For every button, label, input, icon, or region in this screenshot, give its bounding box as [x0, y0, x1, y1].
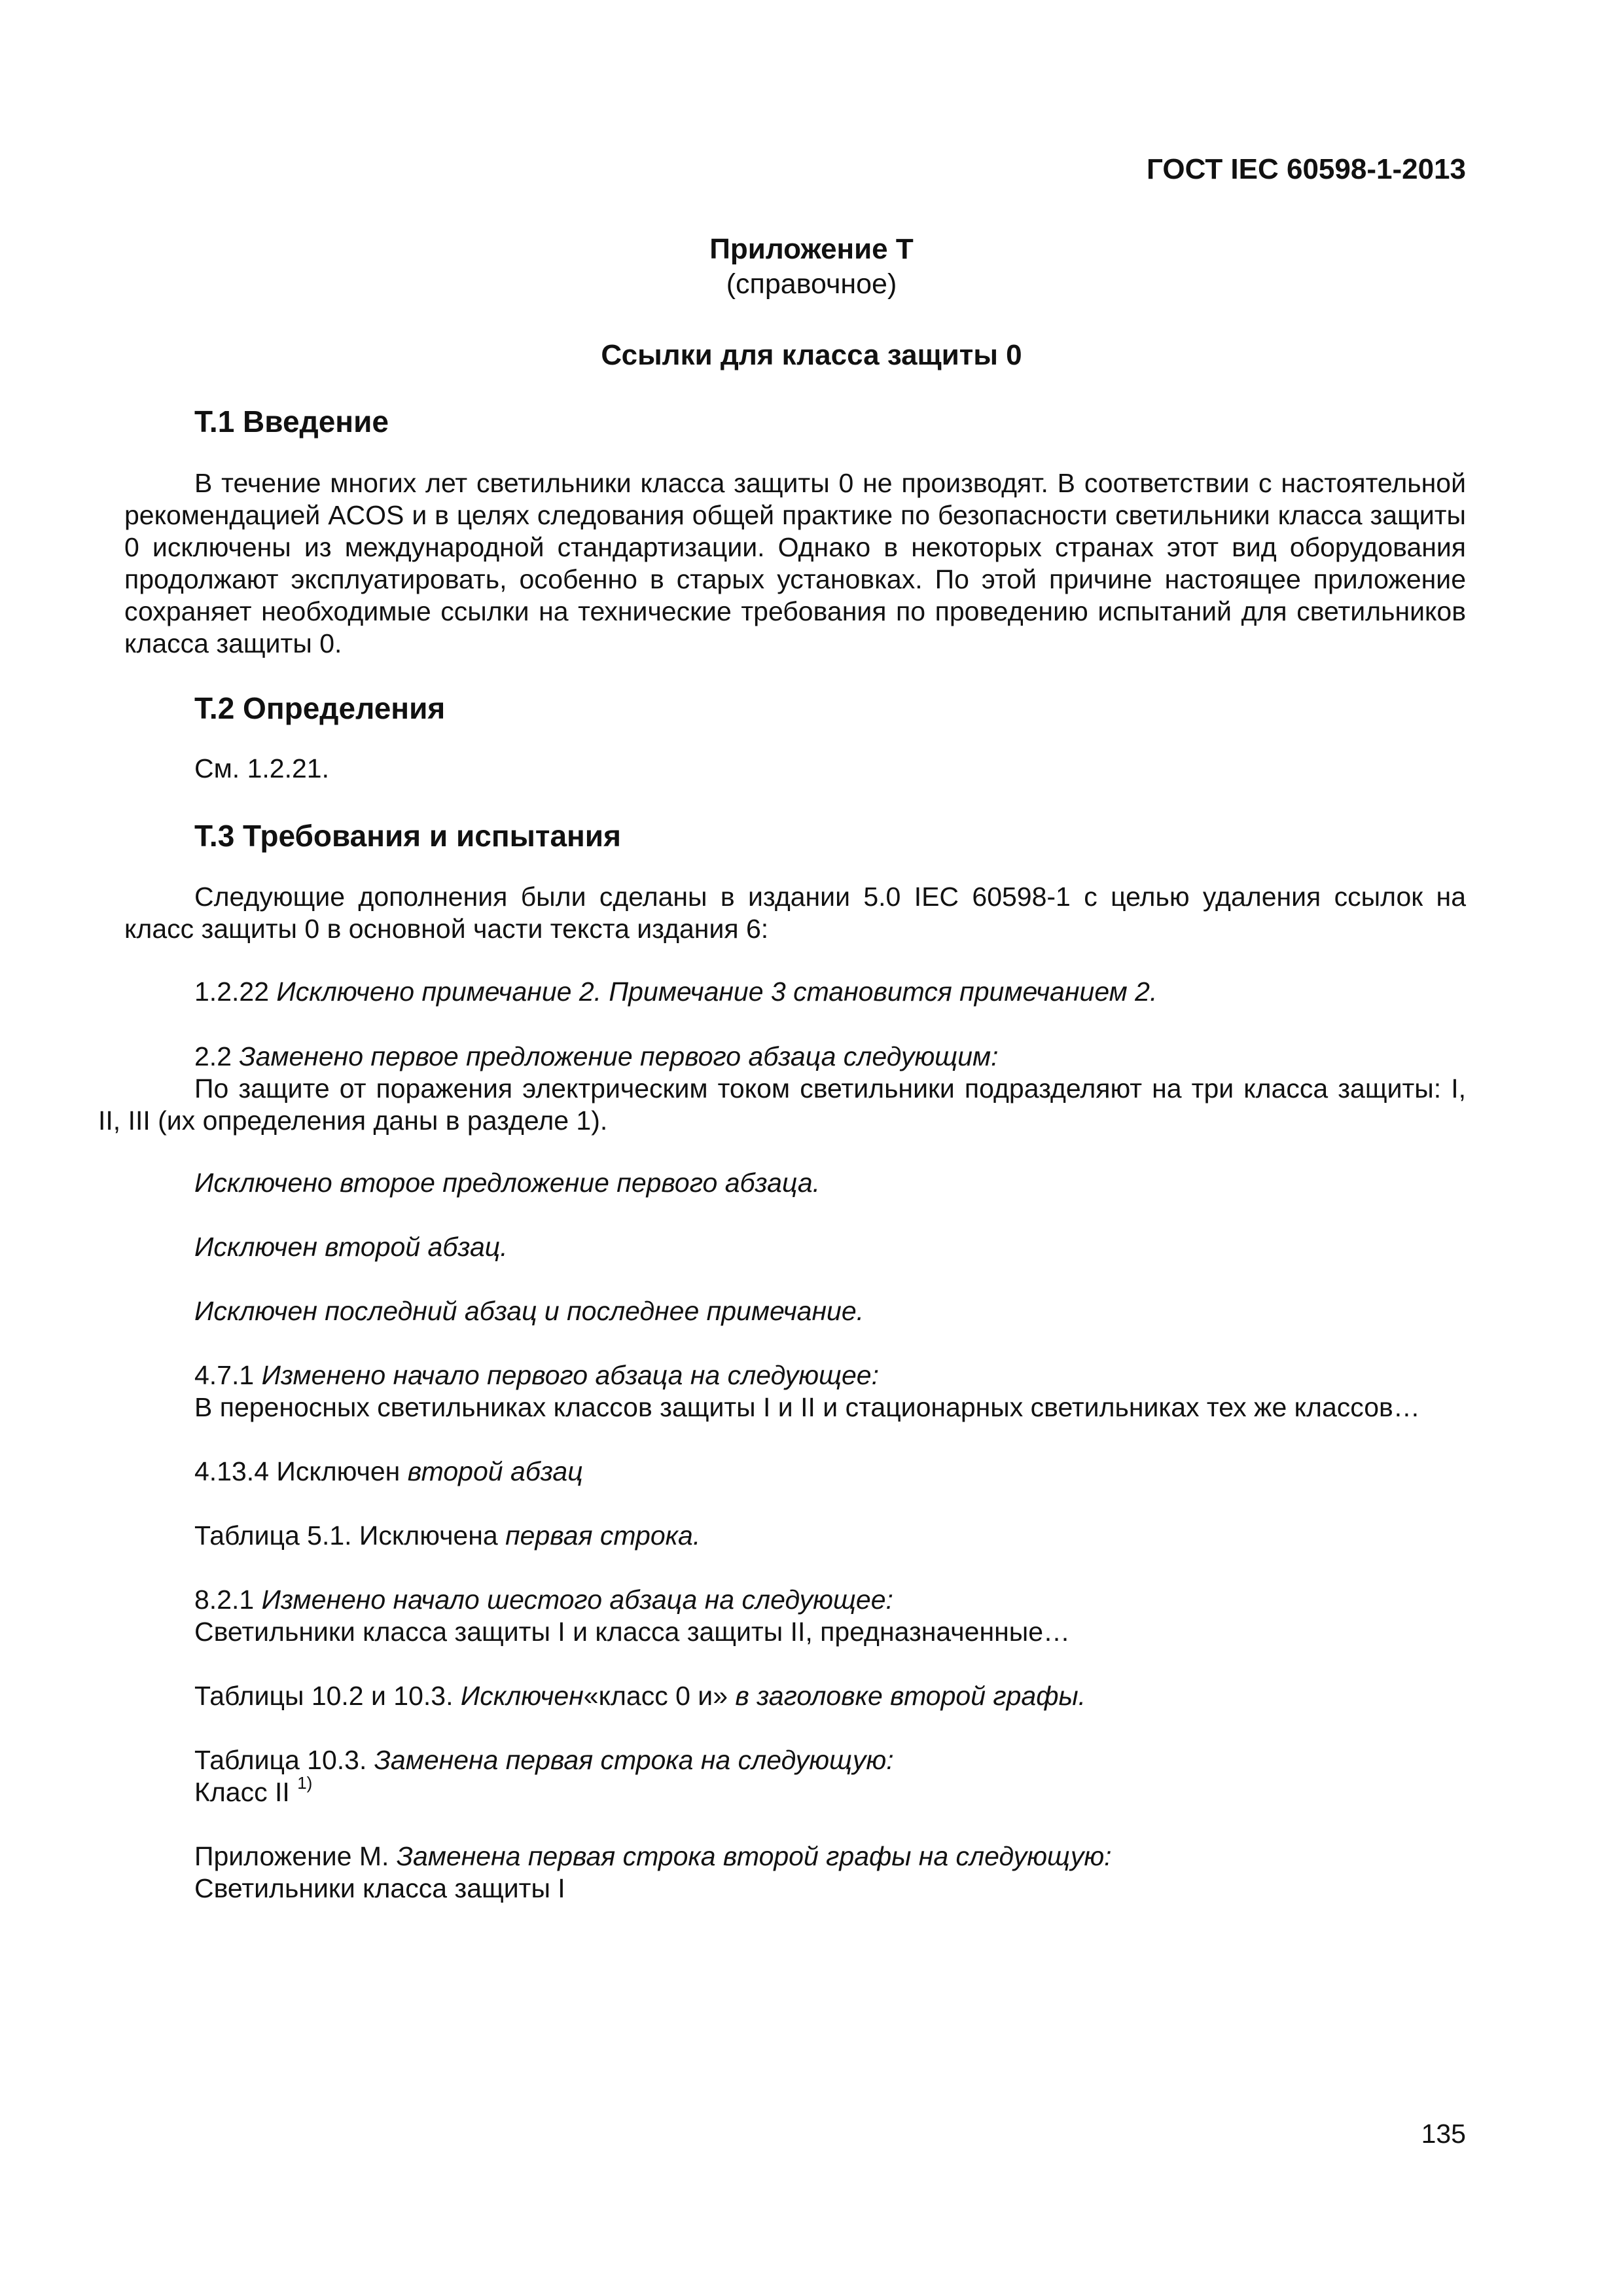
tables-10-2-quote: «класс 0 и» [583, 1681, 728, 1711]
item-4-7-1-body: В переносных светильниках классов защиты I и II и стационарных светильниках тех же классов… [194, 1392, 1420, 1422]
item-4-13-4 [194, 1456, 583, 1488]
table-10-3-body [194, 1773, 313, 1808]
table-10-3-body-text: Класс II [194, 1777, 290, 1807]
excluded-sentence-note [194, 1167, 820, 1199]
tables-10-2-10-3-note [194, 1680, 1086, 1712]
item-4-13-4-number: 4.13.4 Исключен [194, 1456, 401, 1486]
item-2-2 [194, 1041, 999, 1073]
section-t2-heading: Т.2 Определения [194, 691, 446, 725]
item-4-7-1 [194, 1359, 879, 1391]
table-10-3-note [194, 1744, 894, 1776]
standard-designation: ГОСТ IEC 60598-1-2013 [1147, 153, 1466, 185]
excluded-last-text: Исключен последний абзац и последнее примечание. [194, 1296, 865, 1326]
page-number: 135 [1421, 2119, 1466, 2149]
item-8-2-1-number: 8.2.1 [194, 1585, 255, 1615]
table-5-1-note [194, 1520, 700, 1552]
excluded-last-note [194, 1295, 864, 1327]
item-8-2-1-text: Изменено начало шестого абзаца на следующее: [261, 1585, 893, 1615]
annex-heading: Ссылки для класса защиты 0 [601, 339, 1022, 371]
annex-m-note [194, 1840, 1112, 1873]
table-10-3-number: Таблица 10.3. [194, 1745, 367, 1775]
section-t1-text: В течение многих лет светильники класса защиты 0 не производят. В соответствии с настоятельной рекомендацией ACOS и в целях следования общей практике по безопасности светильники класса защиты 0 исключены из международной стандартизации. Однако в некоторых странах этот вид оборудования продолжают эксплуатировать, особенно в старых установках. По этой причине настоящее приложение сохраняет необходимые ссылки на технические требования по проведению испытаний для светильников класса защиты 0. [124, 468, 1466, 658]
annex-title: Приложение Т [709, 233, 914, 265]
section-t3-intro: Следующие дополнения были сделаны в издании 5.0 IEC 60598-1 с целью удаления ссылок на класс защиты 0 в основной части текста издания 6: [124, 882, 1466, 944]
item-1-2-22 [194, 976, 1157, 1008]
tables-10-2-text-end: в заголовке второй графы. [735, 1681, 1086, 1711]
item-4-7-1-text: Изменено начало первого абзаца на следующее: [261, 1360, 879, 1390]
annex-m-body: Светильники класса защиты I [194, 1873, 565, 1903]
annex-m-text: Заменена первая строка второй графы на следующую: [396, 1841, 1112, 1871]
section-t2-text: См. 1.2.21. [194, 753, 329, 783]
annex-subtitle: (справочное) [726, 268, 897, 300]
tables-10-2-text: Исключен [460, 1681, 584, 1711]
item-1-2-22-text: Исключено примечание 2. Примечание 3 становится примечанием 2. [276, 977, 1158, 1007]
table-5-1-number: Таблица 5.1. Исключена [194, 1520, 498, 1551]
table-5-1-text: первая строка. [505, 1520, 701, 1551]
section-t3-heading: Т.3 Требования и испытания [194, 819, 621, 853]
item-2-2-text: Заменено первое предложение первого абзаца следующим: [239, 1041, 999, 1071]
item-8-2-1 [194, 1584, 893, 1616]
excluded-sentence-text: Исключено второе предложение первого абзаца. [194, 1168, 821, 1198]
footnote-marker: 1) [297, 1773, 313, 1793]
table-10-3-text: Заменена первая строка на следующую: [374, 1745, 894, 1775]
annex-m-number: Приложение М. [194, 1841, 389, 1871]
tables-10-2-number: Таблицы 10.2 и 10.3. [194, 1681, 454, 1711]
item-8-2-1-body: Светильники класса защиты I и класса защиты II, предназначенные… [194, 1617, 1071, 1647]
item-1-2-22-number: 1.2.22 [194, 977, 269, 1007]
item-2-2-body: По защите от поражения электрическим током светильники подразделяют на три класса защиты: I, II, III (их определения даны в разделе 1). [98, 1073, 1466, 1136]
item-2-2-number: 2.2 [194, 1041, 232, 1071]
item-4-7-1-number: 4.7.1 [194, 1360, 255, 1390]
section-t1-heading: Т.1 Введение [194, 404, 389, 439]
item-4-13-4-text: второй абзац [407, 1456, 583, 1486]
excluded-paragraph-text: Исключен второй абзац. [194, 1232, 508, 1262]
excluded-paragraph-note [194, 1231, 508, 1263]
